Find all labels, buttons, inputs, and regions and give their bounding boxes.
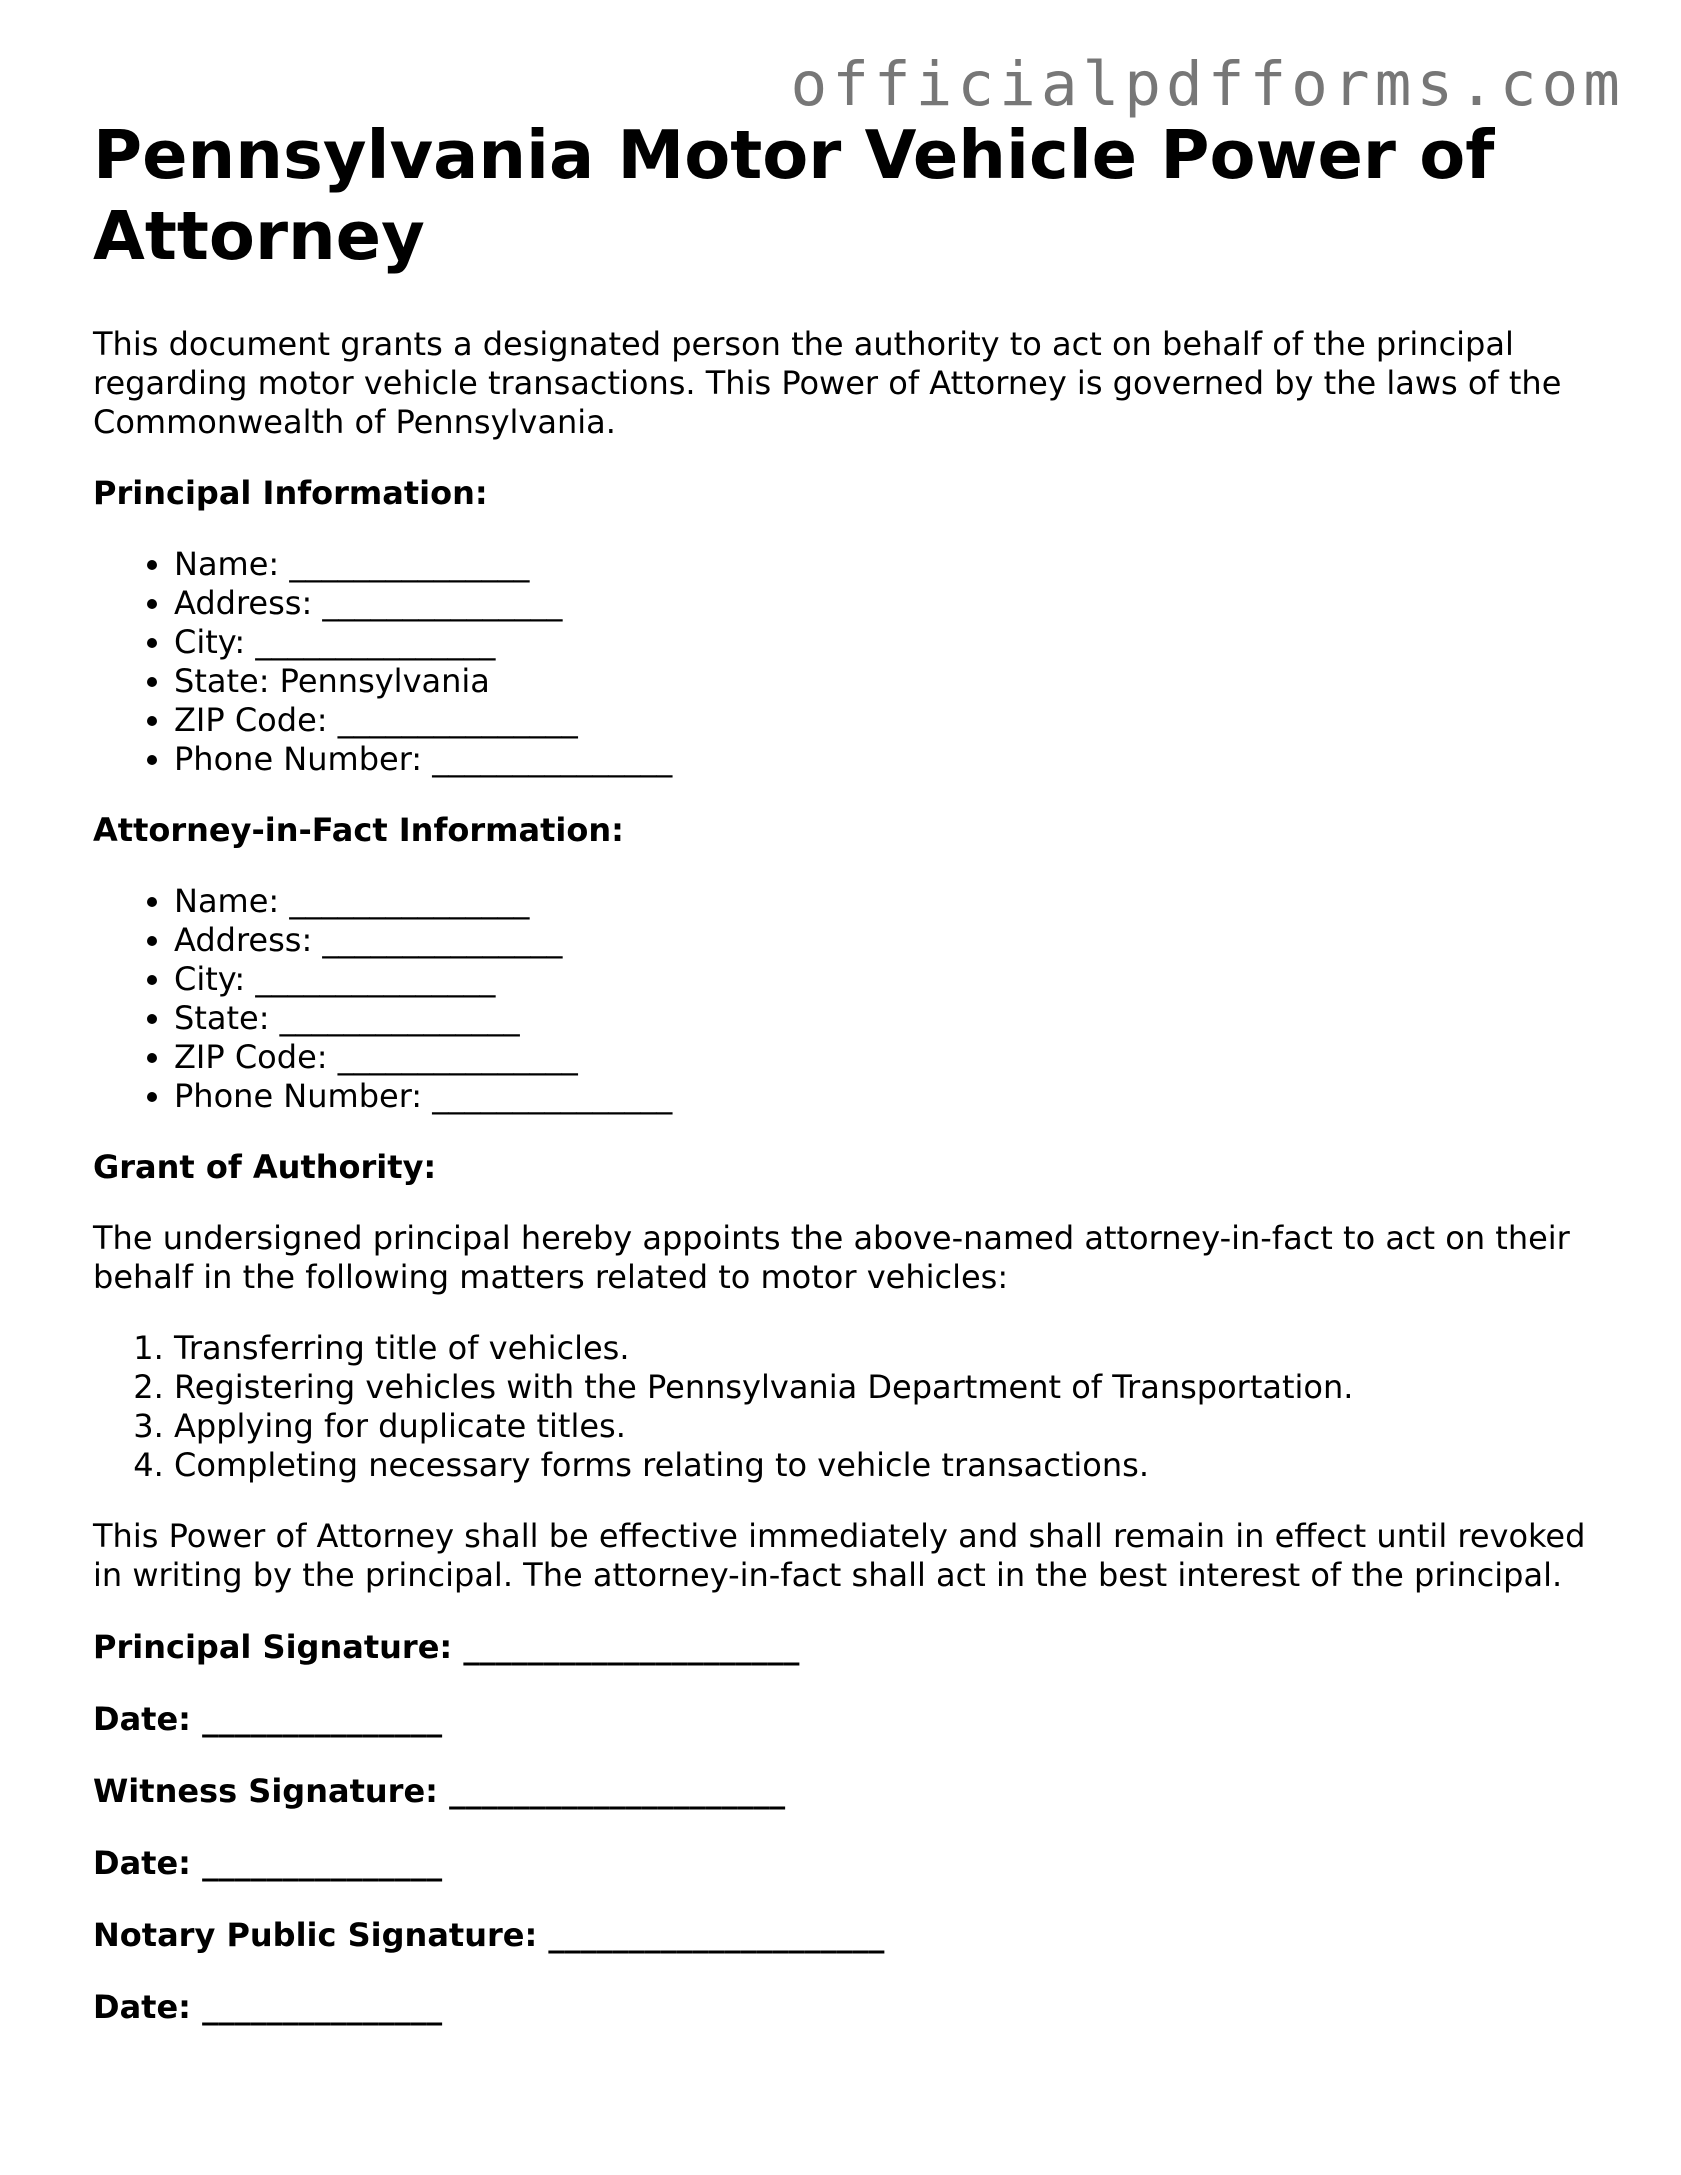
witness-date-field[interactable]: _______________ (202, 1844, 443, 1882)
site-watermark: officialpdfforms.com (790, 49, 1625, 120)
principal-signature-row (93, 1628, 1593, 1667)
witness-signature-field[interactable]: _____________________ (449, 1772, 786, 1810)
attorney-fields-list (93, 882, 1593, 1116)
principal-date-row (93, 1700, 1593, 1739)
witness-date-label: Date: (93, 1844, 191, 1882)
notary-date-label: Date: (93, 1988, 191, 2026)
attorney-heading: Attorney-in-Fact Information: (93, 811, 624, 849)
principal-phone-field[interactable]: • Phone Number: _______________ (174, 740, 1593, 779)
notary-signature-row (93, 1916, 1593, 1955)
attorney-name-field[interactable]: • Name: _______________ (174, 882, 1593, 921)
page-title: Pennsylvania Motor Vehicle Power of Attorney (93, 116, 1495, 275)
attorney-address-field[interactable]: • Address: _______________ (174, 921, 1593, 960)
witness-signature-row (93, 1772, 1593, 1811)
document-body (93, 115, 1593, 2027)
grant-item: 3. Applying for duplicate titles. (174, 1407, 1593, 1446)
intro-paragraph: This document grants a designated person the authority to act on behalf of the principal regarding motor vehicle transactions. This Power of Attorney is governed by the laws of the Commonwealth of Pennsylvania. (93, 325, 1562, 441)
grant-item: 2. Registering vehicles with the Pennsylvania Department of Transportation. (174, 1368, 1593, 1407)
principal-state-field: • State: Pennsylvania (174, 662, 1593, 701)
principal-fields-list (93, 545, 1593, 779)
attorney-phone-field[interactable]: • Phone Number: _______________ (174, 1077, 1593, 1116)
notary-date-row (93, 1988, 1593, 2027)
notary-signature-field[interactable]: _____________________ (548, 1916, 885, 1954)
attorney-city-field[interactable]: • City: _______________ (174, 960, 1593, 999)
principal-date-field[interactable]: _______________ (202, 1700, 443, 1738)
grant-item: 1. Transferring title of vehicles. (174, 1329, 1593, 1368)
effective-paragraph: This Power of Attorney shall be effective immediately and shall remain in effect until revoked in writing by the principal. The attorney-in-fact shall act in the best interest of the principal. (93, 1517, 1586, 1594)
witness-signature-label: Witness Signature: (93, 1772, 438, 1810)
notary-date-field[interactable]: _______________ (202, 1988, 443, 2026)
grant-heading: Grant of Authority: (93, 1148, 437, 1186)
grant-intro: The undersigned principal hereby appoints the above-named attorney-in-fact to act on their behalf in the following matters related to motor vehicles: (93, 1219, 1570, 1296)
principal-heading: Principal Information: (93, 474, 488, 512)
principal-city-field[interactable]: • City: _______________ (174, 623, 1593, 662)
principal-address-field[interactable]: • Address: _______________ (174, 584, 1593, 623)
notary-signature-label: Notary Public Signature: (93, 1916, 538, 1954)
attorney-zip-field[interactable]: • ZIP Code: _______________ (174, 1038, 1593, 1077)
principal-name-field[interactable]: • Name: _______________ (174, 545, 1593, 584)
principal-zip-field[interactable]: • ZIP Code: _______________ (174, 701, 1593, 740)
witness-date-row (93, 1844, 1593, 1883)
grant-items-list (93, 1329, 1593, 1485)
principal-signature-field[interactable]: _____________________ (463, 1628, 800, 1666)
grant-item: 4. Completing necessary forms relating to vehicle transactions. (174, 1446, 1593, 1485)
attorney-state-field[interactable]: • State: _______________ (174, 999, 1593, 1038)
principal-date-label: Date: (93, 1700, 191, 1738)
principal-signature-label: Principal Signature: (93, 1628, 453, 1666)
